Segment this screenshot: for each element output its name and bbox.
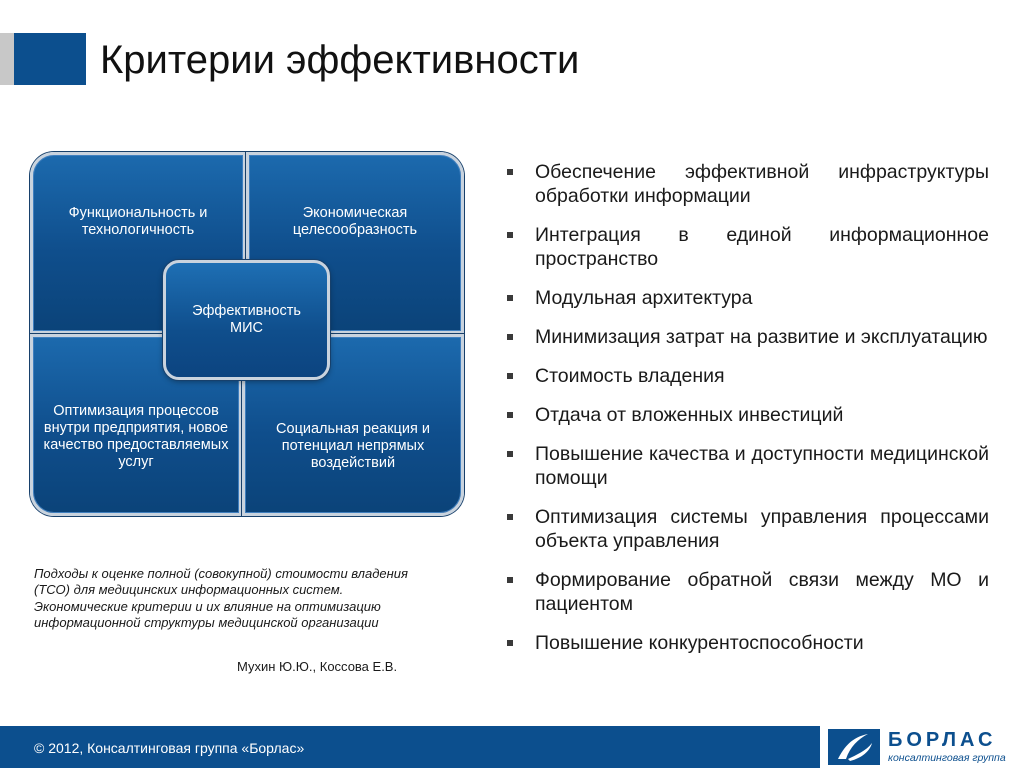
- title-accent-grey: [0, 33, 14, 85]
- list-item: Повышение качества и доступности медицинской помощи: [507, 442, 989, 490]
- list-item: Повышение конкурентоспособности: [507, 631, 989, 655]
- diagram-center: [163, 260, 330, 380]
- footer-copyright: © 2012, Консалтинговая группа «Борлас»: [34, 740, 305, 756]
- list-item: Интеграция в единой информационное пространство: [507, 223, 989, 271]
- quadrant-label-optimization: Оптимизация процессов внутри предприятия, новое качество предоставляемых услуг: [43, 403, 229, 470]
- list-item: Оптимизация системы управления процессами объекта управления: [507, 505, 989, 553]
- company-logo: [822, 726, 1024, 768]
- criteria-list: [507, 160, 989, 670]
- list-item: Минимизация затрат на развитие и эксплуатацию: [507, 325, 989, 349]
- source-note: Подходы к оценке полной (совокупной) стоимости владения (ТСО) для медицинских информационных систем. Экономические критерии и их влияние на оптимизацию информационной структуры медицинской организации: [34, 566, 408, 631]
- quadrant-label-functionality: Функциональность и технологичность: [68, 205, 208, 238]
- slide-title: Критерии эффективности: [100, 38, 580, 82]
- borlas-logo-icon: [828, 729, 880, 765]
- quadrant-label-social: Социальная реакция и потенциал непрямых воздействий: [276, 421, 430, 471]
- list-item: Формирование обратной связи между МО и пациентом: [507, 568, 989, 616]
- center-label: Эффективность МИС: [192, 303, 301, 336]
- efficiency-diagram: [30, 152, 464, 516]
- list-item: Модульная архитектура: [507, 286, 989, 310]
- logo-subtitle: консалтинговая группа: [888, 752, 1006, 764]
- logo-wordmark: БОРЛАС: [888, 729, 997, 751]
- title-accent-blue: [14, 33, 86, 85]
- list-item: Отдача от вложенных инвестиций: [507, 403, 989, 427]
- quadrant-label-economics: Экономическая целесообразность: [292, 205, 418, 238]
- list-item: Обеспечение эффективной инфраструктуры обработки информации: [507, 160, 989, 208]
- source-author: Мухин Ю.Ю., Коссова Е.В.: [237, 659, 398, 674]
- list-item: Стоимость владения: [507, 364, 989, 388]
